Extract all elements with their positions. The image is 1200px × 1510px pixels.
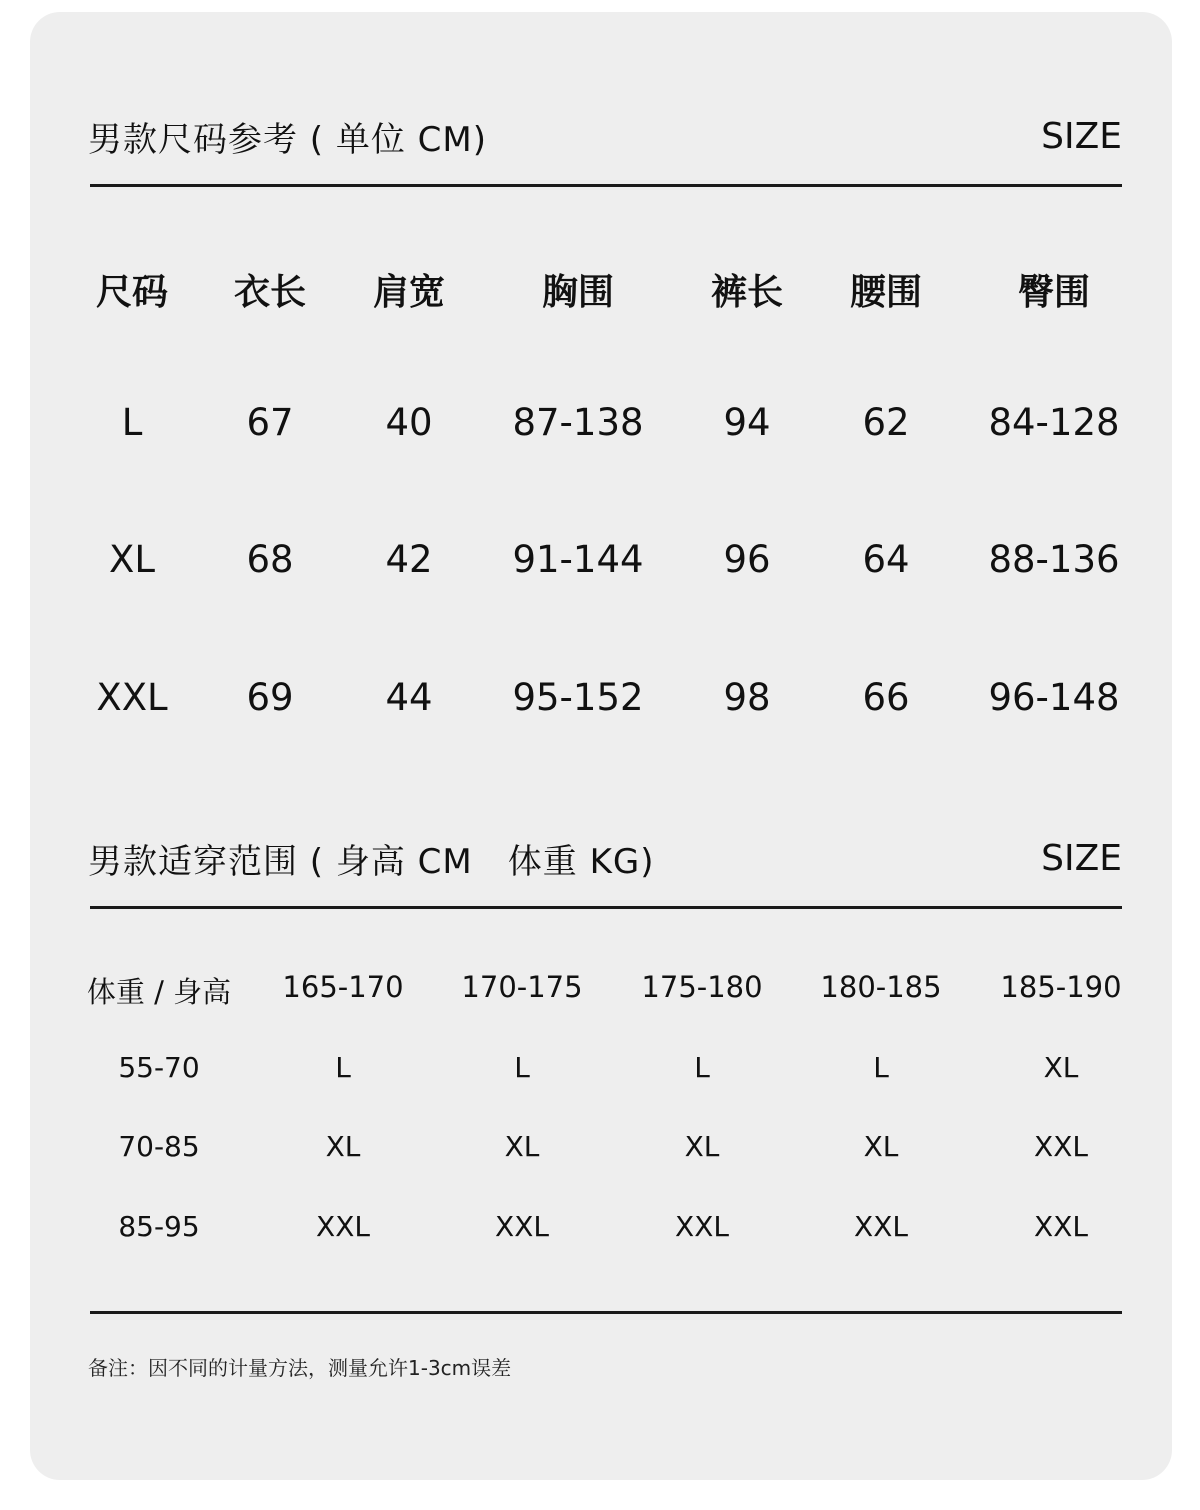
size-table-cell: 91-144 [512, 538, 644, 581]
size-table-cell: 96-148 [988, 676, 1120, 719]
size-table-header-cell: 衣长 [233, 272, 307, 313]
size-table-cell: 84-128 [988, 401, 1120, 444]
fit-table-cell: XXL [1034, 1210, 1088, 1243]
fit-table-cell: 85-95 [118, 1210, 200, 1243]
size-table-divider [90, 184, 1122, 187]
fit-table-header-cell: 体重 / 身高 [86, 975, 232, 1009]
fit-table-cell: XL [504, 1130, 540, 1163]
size-table-cell: 68 [246, 538, 294, 581]
size-table-header-cell: 肩宽 [372, 272, 446, 313]
size-chart-card [30, 12, 1172, 1480]
size-table-title: 男款尺码参考 ( 单位 CM) [88, 120, 488, 160]
fit-table-cell: XXL [495, 1210, 549, 1243]
size-table-cell: 42 [385, 538, 433, 581]
size-table-cell: 67 [246, 401, 294, 444]
size-table-cell: 66 [862, 676, 910, 719]
size-table-header-cell: 裤长 [710, 272, 784, 313]
size-table-header-cell: 尺码 [95, 272, 169, 313]
size-table-cell: 62 [862, 401, 910, 444]
size-table-cell: 44 [385, 676, 433, 719]
size-table-cell: 69 [246, 676, 294, 719]
fit-table-cell: XL [684, 1130, 720, 1163]
fit-table-size-tag: SIZE [1041, 838, 1122, 879]
measurement-note: 备注：因不同的计量方法，测量允许1-3cm误差 [88, 1356, 512, 1380]
fit-table-cell: 70-85 [118, 1130, 200, 1163]
fit-table-cell: XXL [675, 1210, 729, 1243]
fit-table-cell: L [873, 1051, 889, 1084]
fit-table-cell: XXL [316, 1210, 370, 1243]
fit-table-cell: XL [1043, 1051, 1079, 1084]
size-table-cell: 40 [385, 401, 433, 444]
fit-table-cell: XL [325, 1130, 361, 1163]
size-table-cell: 96 [723, 538, 771, 581]
fit-table-header-cell: 180-185 [820, 970, 942, 1004]
size-table-header-cell: 腰围 [849, 272, 923, 313]
fit-table-header-cell: 170-175 [461, 970, 583, 1004]
size-table-cell: 95-152 [512, 676, 644, 719]
fit-table-header-cell: 175-180 [641, 970, 763, 1004]
size-table-header-cell: 胸围 [541, 272, 615, 313]
fit-table-cell: XXL [854, 1210, 908, 1243]
size-table-header-cell: 臀围 [1017, 272, 1091, 313]
fit-table-cell: L [335, 1051, 351, 1084]
size-table-cell: XXL [96, 676, 168, 719]
fit-table-cell: L [694, 1051, 710, 1084]
size-table-cell: 64 [862, 538, 910, 581]
size-table-size-tag: SIZE [1041, 116, 1122, 157]
fit-table-header-cell: 165-170 [282, 970, 404, 1004]
size-table-cell: XL [109, 538, 155, 581]
fit-table-cell: XL [863, 1130, 899, 1163]
fit-table-cell: 55-70 [118, 1051, 200, 1084]
note-divider [90, 1311, 1122, 1314]
size-table-cell: 94 [723, 401, 771, 444]
size-table-cell: L [121, 401, 143, 444]
fit-table-header-cell: 185-190 [1000, 970, 1122, 1004]
fit-table-cell: XXL [1034, 1130, 1088, 1163]
fit-table-cell: L [514, 1051, 530, 1084]
size-table-cell: 88-136 [988, 538, 1120, 581]
fit-table-title: 男款适穿范围 ( 身高 CM 体重 KG) [88, 842, 655, 882]
fit-table-divider [90, 906, 1122, 909]
size-table-cell: 87-138 [512, 401, 644, 444]
size-table-cell: 98 [723, 676, 771, 719]
